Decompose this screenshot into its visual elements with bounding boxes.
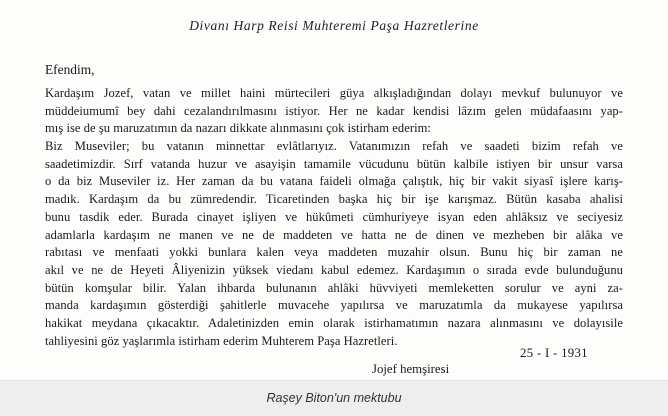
body-line: rabıtası ve menfaati yokki bunlara kalen veya maddeten muzahir olsun. Bunu hiç bir zaman ne xyxy=(45,245,623,260)
body-line: Kardaşım Jozef, vatan ve millet haini mürtecileri güya alkışladığından dolayı mevkuf bulunuyor ve xyxy=(45,86,623,100)
letter-body xyxy=(45,85,623,350)
caption-bar xyxy=(0,380,668,416)
body-line: bunu tasdik eder. Burada cinayet işliyen ve hükûmeti cümhuriyeye isyan eden ahlâksız ve seciyesiz xyxy=(45,209,623,224)
body-line: bütün komşular bilir. Yalan ihbarda bulunanın ahlâki hüvviyeti memleketten sorulur ve ayni za- xyxy=(45,280,623,295)
letter-signature: Jojef hemşiresi xyxy=(372,362,450,376)
salutation: Efendim, xyxy=(45,62,95,77)
letter-date: 25 - I - 1931 xyxy=(520,346,588,360)
letter-title: Divanı Harp Reisi Muhteremi Paşa Hazretlerine xyxy=(189,18,479,33)
body-line: o da biz Museviler iz. Her zaman da bu vatana faideli olmağa çalıştık, hiç bir vakit siyasî işlere karış- xyxy=(45,174,623,189)
body-line: akıl ve ne de Heyeti Âliyenizin yüksek viedanı kabul edemez. Kardaşımın o sırada evde bulunduğunu xyxy=(45,262,623,277)
body-line: mış ise de şu maruzatımın da nazarı dikkate alınmasını çok istirham ederim: xyxy=(45,121,431,136)
body-line: müddeiumumî bey dahi cezalandırılmasını istiyor. Her ne kadar kendisi lâzım gelen müdafaasını yap- xyxy=(45,103,623,118)
body-line: madık. Kardaşım da bu zümredendir. Ticaretinden başka hiç bir işe karışmaz. Bütün kasaba ahalisi xyxy=(45,192,623,207)
image-caption: Raşey Biton'un mektubu xyxy=(266,391,402,405)
body-line: Biz Museviler; bu vatanın minnettar evlâtlarıyız. Vatanımızın refah ve saadeti bizim refah ve xyxy=(45,139,623,154)
body-line: manda kardaşımın gösterdiği şahitlerle muvacehe yapılırsa ve maruzatımla da mukayese yapılırsa xyxy=(45,298,623,313)
body-line: hakikat meydana çıkacaktır. Adaletinizden emin olarak istirhamatımın nazara alınmasını ve dolayısile xyxy=(45,315,623,330)
body-line: tahliyesini göz yaşlarımla istirham ederim Muhterem Paşa Hazretleri. xyxy=(45,333,398,348)
body-line: adamlarla kardaşım ne manen ve ne de maddeten ve hatta ne de dinen ve mezheben bir alâka ve xyxy=(45,227,623,242)
body-line: saadetimizdir. Sırf vatanda huzur ve asayişin tamamile vücudunu bütün kalbile istiyen bir unsur varsa xyxy=(45,156,623,171)
